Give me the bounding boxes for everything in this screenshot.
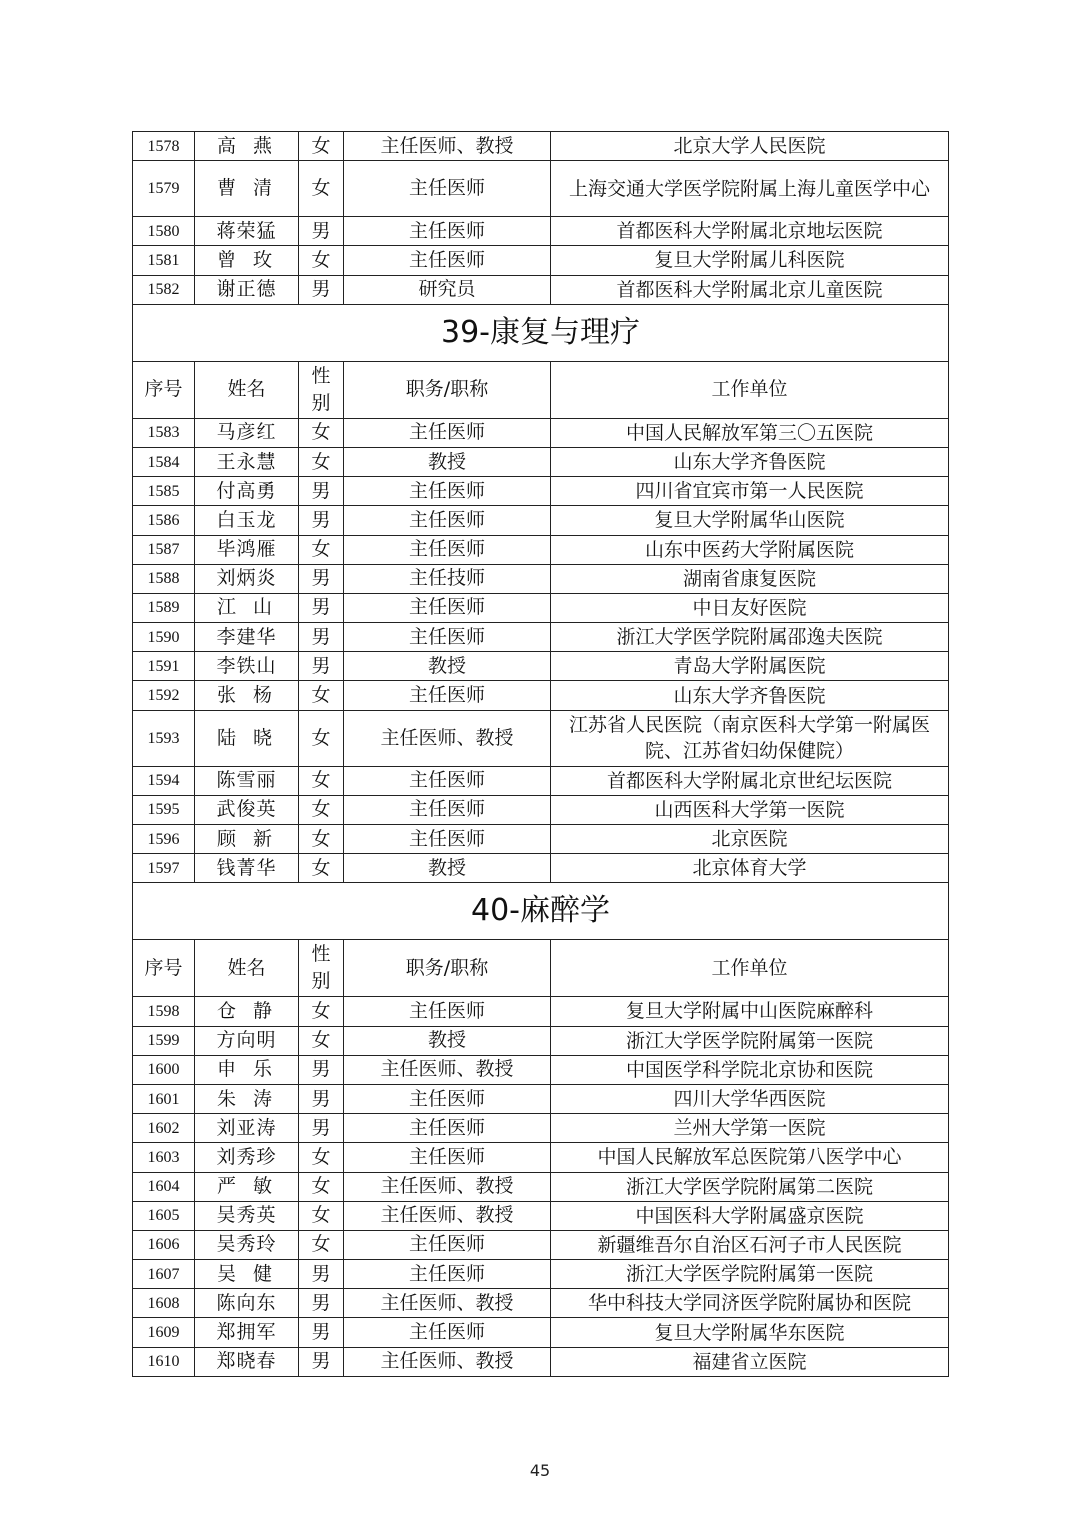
person-name: 钱菁华: [195, 854, 299, 883]
table-row: [133, 418, 949, 447]
job-title: 主任医师、教授: [344, 1172, 551, 1201]
table-row: [133, 217, 949, 246]
job-title: 主任医师: [344, 825, 551, 854]
table-row: [133, 1114, 949, 1143]
gender: 女: [299, 997, 344, 1026]
person-name: 武俊英: [195, 795, 299, 824]
person-name: 仓静: [195, 997, 299, 1026]
table-row: [133, 132, 949, 161]
job-title: 主任医师: [344, 1143, 551, 1172]
work-unit: 浙江大学医学院附属邵逸夫医院: [551, 623, 949, 652]
person-name: 吴秀玲: [195, 1230, 299, 1259]
table-row: [133, 1260, 949, 1289]
job-title: 主任医师: [344, 477, 551, 506]
work-unit: 山西医科大学第一医院: [551, 795, 949, 824]
row-number: 1595: [133, 795, 195, 824]
work-unit: 中日友好医院: [551, 593, 949, 622]
row-number: 1606: [133, 1230, 195, 1259]
table-row: [133, 535, 949, 564]
row-number: 1592: [133, 681, 195, 710]
row-number: 1582: [133, 275, 195, 304]
person-name: 曹清: [195, 161, 299, 217]
gender: 女: [299, 161, 344, 217]
header-unit: 工作单位: [551, 361, 949, 418]
row-number: 1585: [133, 477, 195, 506]
work-unit: 首都医科大学附属北京世纪坛医院: [551, 766, 949, 795]
person-name: 刘亚涛: [195, 1114, 299, 1143]
row-number: 1594: [133, 766, 195, 795]
person-name: 毕鸿雁: [195, 535, 299, 564]
gender: 男: [299, 593, 344, 622]
work-unit: 北京体育大学: [551, 854, 949, 883]
person-name: 方向明: [195, 1026, 299, 1055]
row-number: 1600: [133, 1055, 195, 1084]
gender: 男: [299, 1289, 344, 1318]
job-title: 主任医师: [344, 161, 551, 217]
table-row: [133, 1084, 949, 1113]
job-title: 主任技师: [344, 564, 551, 593]
row-number: 1590: [133, 623, 195, 652]
person-name: 马彦红: [195, 418, 299, 447]
gender: 女: [299, 795, 344, 824]
table-row: [133, 161, 949, 217]
gender: 女: [299, 710, 344, 766]
row-number: 1597: [133, 854, 195, 883]
table-header-row: [133, 361, 949, 418]
row-number: 1578: [133, 132, 195, 161]
work-unit: 复旦大学附属华东医院: [551, 1318, 949, 1347]
work-unit: 首都医科大学附属北京地坛医院: [551, 217, 949, 246]
gender: 男: [299, 275, 344, 304]
work-unit: 中国人民解放军总医院第八医学中心: [551, 1143, 949, 1172]
gender: 男: [299, 1347, 344, 1376]
job-title: 主任医师: [344, 681, 551, 710]
header-name: 姓名: [195, 361, 299, 418]
person-name: 郑晓春: [195, 1347, 299, 1376]
person-name: 张杨: [195, 681, 299, 710]
gender: 女: [299, 1201, 344, 1230]
person-name: 曾玫: [195, 246, 299, 275]
row-number: 1584: [133, 447, 195, 476]
work-unit: 北京医院: [551, 825, 949, 854]
row-number: 1580: [133, 217, 195, 246]
table-row: [133, 825, 949, 854]
gender: 男: [299, 564, 344, 593]
work-unit: 中国医学科学院北京协和医院: [551, 1055, 949, 1084]
table-row: [133, 997, 949, 1026]
job-title: 主任医师: [344, 246, 551, 275]
job-title: 教授: [344, 447, 551, 476]
gender: 女: [299, 132, 344, 161]
row-number: 1587: [133, 535, 195, 564]
table-row: [133, 766, 949, 795]
row-number: 1583: [133, 418, 195, 447]
gender: 男: [299, 1055, 344, 1084]
person-name: 刘炳炎: [195, 564, 299, 593]
gender: 男: [299, 477, 344, 506]
section-title: 39-康复与理疗: [133, 304, 949, 361]
table-row: [133, 681, 949, 710]
gender: 女: [299, 1230, 344, 1259]
row-number: 1608: [133, 1289, 195, 1318]
work-unit: 兰州大学第一医院: [551, 1114, 949, 1143]
gender: 男: [299, 506, 344, 535]
job-title: 主任医师、教授: [344, 1201, 551, 1230]
work-unit: 中国医科大学附属盛京医院: [551, 1201, 949, 1230]
roster-table-body: [133, 132, 949, 1377]
table-row: [133, 1026, 949, 1055]
row-number: 1586: [133, 506, 195, 535]
table-row: [133, 652, 949, 681]
table-row: [133, 564, 949, 593]
row-number: 1591: [133, 652, 195, 681]
work-unit: 湖南省康复医院: [551, 564, 949, 593]
person-name: 顾新: [195, 825, 299, 854]
work-unit: 四川大学华西医院: [551, 1084, 949, 1113]
row-number: 1588: [133, 564, 195, 593]
gender: 男: [299, 1260, 344, 1289]
person-name: 谢正德: [195, 275, 299, 304]
row-number: 1579: [133, 161, 195, 217]
row-number: 1607: [133, 1260, 195, 1289]
header-title: 职务/职称: [344, 940, 551, 997]
table-row: [133, 1230, 949, 1259]
table-row: [133, 1143, 949, 1172]
gender: 男: [299, 652, 344, 681]
row-number: 1593: [133, 710, 195, 766]
table-row: [133, 246, 949, 275]
job-title: 主任医师: [344, 1260, 551, 1289]
work-unit: 四川省宜宾市第一人民医院: [551, 477, 949, 506]
row-number: 1596: [133, 825, 195, 854]
job-title: 研究员: [344, 275, 551, 304]
job-title: 主任医师、教授: [344, 132, 551, 161]
table-row: [133, 1347, 949, 1376]
job-title: 教授: [344, 652, 551, 681]
work-unit: 上海交通大学医学院附属上海儿童医学中心: [551, 161, 949, 217]
work-unit: 复旦大学附属中山医院麻醉科: [551, 997, 949, 1026]
header-unit: 工作单位: [551, 940, 949, 997]
work-unit: 华中科技大学同济医学院附属协和医院: [551, 1289, 949, 1318]
header-no: 序号: [133, 361, 195, 418]
work-unit: 浙江大学医学院附属第一医院: [551, 1260, 949, 1289]
gender: 女: [299, 766, 344, 795]
header-gender: 性别: [299, 940, 344, 997]
work-unit: 首都医科大学附属北京儿童医院: [551, 275, 949, 304]
table-row: [133, 1201, 949, 1230]
person-name: 吴秀英: [195, 1201, 299, 1230]
job-title: 主任医师: [344, 766, 551, 795]
gender: 男: [299, 1084, 344, 1113]
gender: 女: [299, 1026, 344, 1055]
job-title: 主任医师、教授: [344, 710, 551, 766]
person-name: 吴健: [195, 1260, 299, 1289]
row-number: 1603: [133, 1143, 195, 1172]
job-title: 主任医师: [344, 1114, 551, 1143]
work-unit: 浙江大学医学院附属第二医院: [551, 1172, 949, 1201]
row-number: 1599: [133, 1026, 195, 1055]
person-name: 申乐: [195, 1055, 299, 1084]
header-title: 职务/职称: [344, 361, 551, 418]
job-title: 主任医师: [344, 795, 551, 824]
gender: 女: [299, 681, 344, 710]
table-row: [133, 1172, 949, 1201]
work-unit: 山东大学齐鲁医院: [551, 447, 949, 476]
table-row: [133, 275, 949, 304]
person-name: 郑拥军: [195, 1318, 299, 1347]
work-unit: 福建省立医院: [551, 1347, 949, 1376]
row-number: 1589: [133, 593, 195, 622]
table-row: [133, 795, 949, 824]
table-row: [133, 477, 949, 506]
work-unit: 复旦大学附属华山医院: [551, 506, 949, 535]
work-unit: 山东大学齐鲁医院: [551, 681, 949, 710]
table-row: [133, 1055, 949, 1084]
person-name: 蒋荣猛: [195, 217, 299, 246]
person-name: 江山: [195, 593, 299, 622]
job-title: 主任医师: [344, 506, 551, 535]
row-number: 1604: [133, 1172, 195, 1201]
job-title: 主任医师: [344, 1230, 551, 1259]
gender: 女: [299, 535, 344, 564]
gender: 男: [299, 1114, 344, 1143]
person-name: 朱涛: [195, 1084, 299, 1113]
work-unit: 新疆维吾尔自治区石河子市人民医院: [551, 1230, 949, 1259]
person-name: 高燕: [195, 132, 299, 161]
table-row: [133, 593, 949, 622]
gender: 女: [299, 1143, 344, 1172]
job-title: 主任医师: [344, 1318, 551, 1347]
job-title: 教授: [344, 854, 551, 883]
job-title: 主任医师、教授: [344, 1289, 551, 1318]
gender: 女: [299, 1172, 344, 1201]
table-row: [133, 506, 949, 535]
roster-table: [132, 131, 949, 1377]
person-name: 严敏: [195, 1172, 299, 1201]
header-no: 序号: [133, 940, 195, 997]
gender: 女: [299, 418, 344, 447]
table-row: [133, 710, 949, 766]
job-title: 教授: [344, 1026, 551, 1055]
work-unit: 青岛大学附属医院: [551, 652, 949, 681]
table-row: [133, 623, 949, 652]
gender: 男: [299, 1318, 344, 1347]
person-name: 陈雪丽: [195, 766, 299, 795]
job-title: 主任医师: [344, 623, 551, 652]
header-gender: 性别: [299, 361, 344, 418]
gender: 女: [299, 854, 344, 883]
table-row: [133, 447, 949, 476]
person-name: 白玉龙: [195, 506, 299, 535]
row-number: 1605: [133, 1201, 195, 1230]
section-heading-row: [133, 304, 949, 361]
gender: 女: [299, 447, 344, 476]
gender: 男: [299, 623, 344, 652]
work-unit: 复旦大学附属儿科医院: [551, 246, 949, 275]
job-title: 主任医师: [344, 593, 551, 622]
job-title: 主任医师: [344, 997, 551, 1026]
section-heading-row: [133, 883, 949, 940]
row-number: 1581: [133, 246, 195, 275]
job-title: 主任医师: [344, 418, 551, 447]
work-unit: 中国人民解放军第三〇五医院: [551, 418, 949, 447]
section-title: 40-麻醉学: [133, 883, 949, 940]
person-name: 李铁山: [195, 652, 299, 681]
gender: 男: [299, 217, 344, 246]
person-name: 李建华: [195, 623, 299, 652]
table-header-row: [133, 940, 949, 997]
row-number: 1601: [133, 1084, 195, 1113]
job-title: 主任医师: [344, 1084, 551, 1113]
person-name: 陆晓: [195, 710, 299, 766]
work-unit: 浙江大学医学院附属第一医院: [551, 1026, 949, 1055]
row-number: 1598: [133, 997, 195, 1026]
job-title: 主任医师、教授: [344, 1055, 551, 1084]
page-number: 45: [529, 1461, 551, 1480]
person-name: 付高勇: [195, 477, 299, 506]
job-title: 主任医师: [344, 217, 551, 246]
work-unit: 北京大学人民医院: [551, 132, 949, 161]
row-number: 1610: [133, 1347, 195, 1376]
person-name: 陈向东: [195, 1289, 299, 1318]
table-row: [133, 1318, 949, 1347]
gender: 女: [299, 825, 344, 854]
work-unit: 江苏省人民医院（南京医科大学第一附属医院、江苏省妇幼保健院）: [551, 710, 949, 766]
job-title: 主任医师: [344, 535, 551, 564]
person-name: 刘秀珍: [195, 1143, 299, 1172]
row-number: 1602: [133, 1114, 195, 1143]
table-row: [133, 854, 949, 883]
work-unit: 山东中医药大学附属医院: [551, 535, 949, 564]
job-title: 主任医师、教授: [344, 1347, 551, 1376]
table-row: [133, 1289, 949, 1318]
gender: 女: [299, 246, 344, 275]
row-number: 1609: [133, 1318, 195, 1347]
header-name: 姓名: [195, 940, 299, 997]
person-name: 王永慧: [195, 447, 299, 476]
